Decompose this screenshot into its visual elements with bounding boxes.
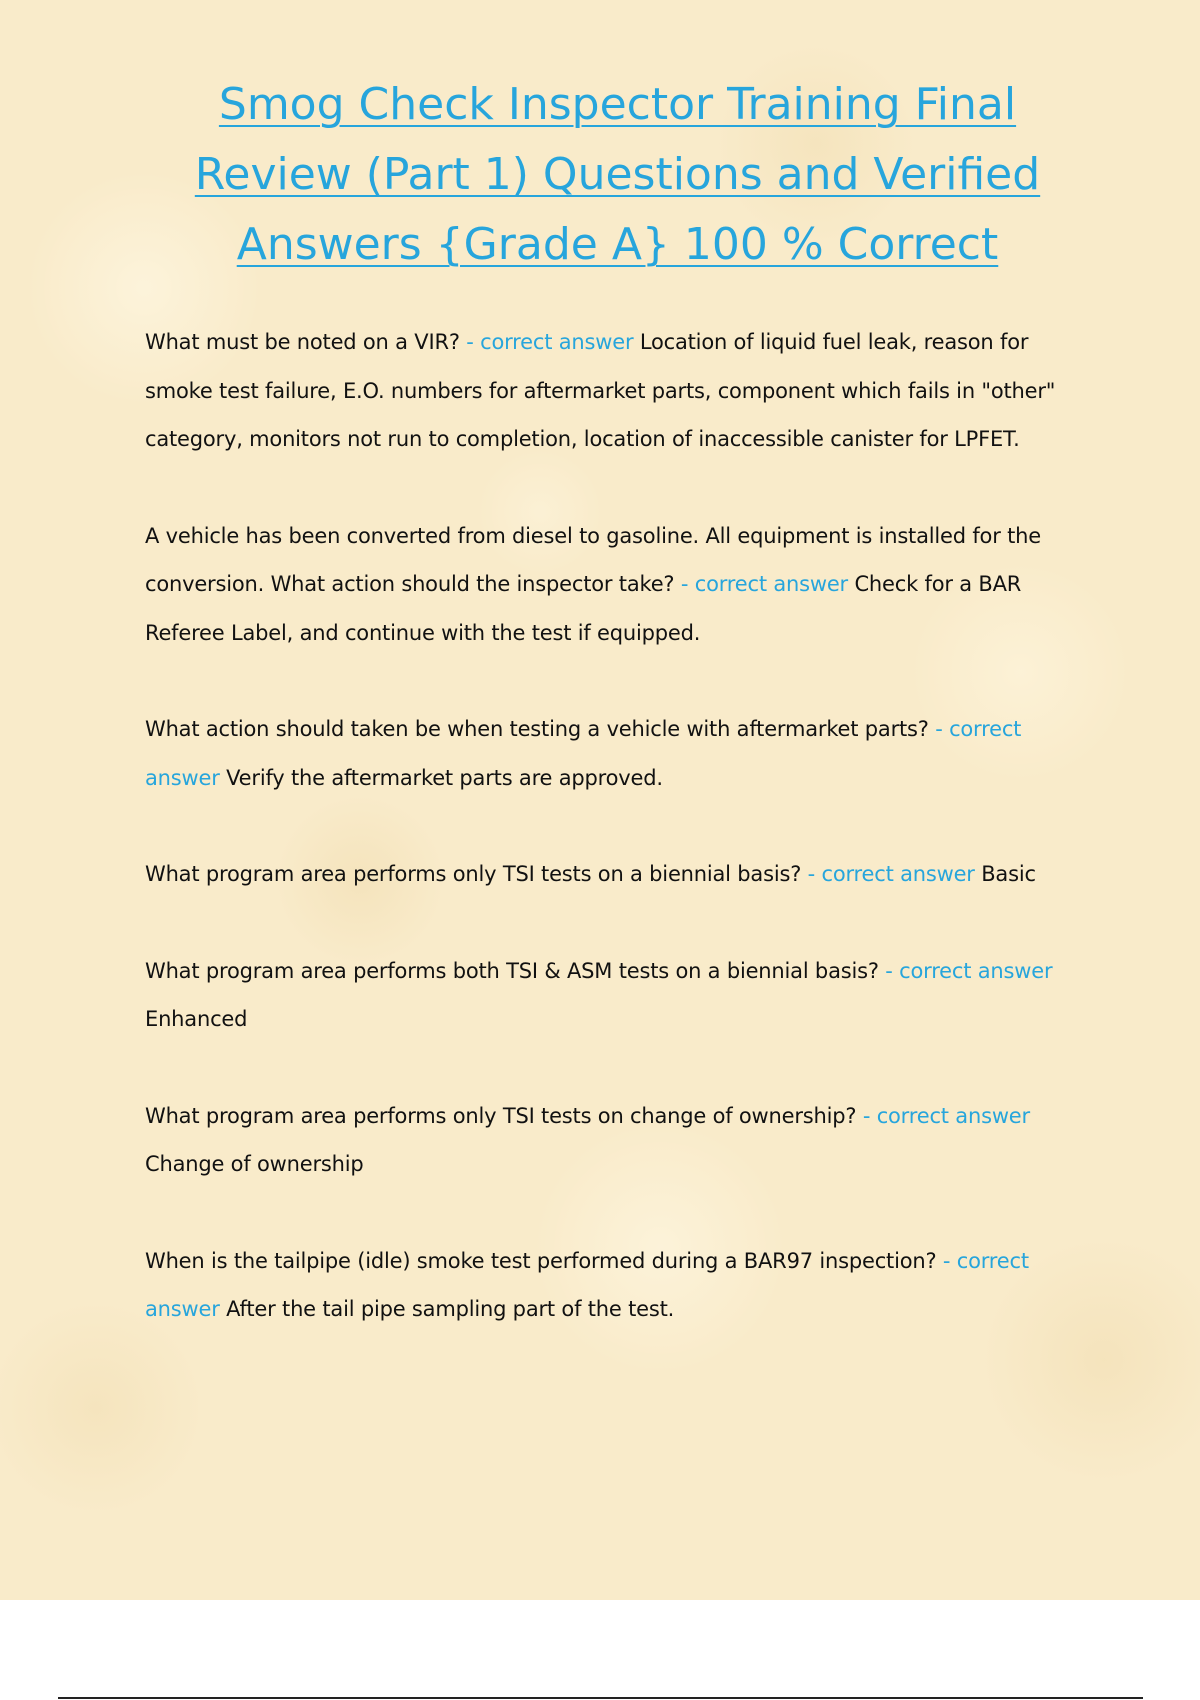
question-text: When is the tailpipe (idle) smoke test performed during a BAR97 inspection? (145, 1248, 937, 1273)
qa-item (145, 705, 1095, 802)
answer-text: Check for a BAR Referee Label, and continue with the test if equipped. (145, 572, 1022, 645)
correct-answer-marker: - correct answer (459, 330, 640, 354)
answer-text: Enhanced (145, 1007, 248, 1031)
question-text: What must be noted on a VIR? (145, 330, 460, 354)
qa-item (145, 947, 1095, 1044)
question-text: What program area performs only TSI tests on change of ownership? (145, 1103, 857, 1128)
answer-text: Change of ownership (145, 1152, 364, 1176)
correct-answer-marker: - correct answer (801, 862, 982, 886)
question-text: What program area performs both TSI & ASM tests on a biennial basis? (145, 958, 879, 983)
question-text: What action should taken be when testing a vehicle with aftermarket parts? (145, 717, 929, 741)
answer-text: Basic (981, 862, 1036, 886)
answer-text: Location of liquid fuel leak, reason for smoke test failure, E.O. numbers for aftermarket parts, component which fails in "other" category, monitors not run to completion, location of inaccessible canister for LPFET. (145, 330, 1056, 451)
question-text: A vehicle has been converted from diesel to gasoline. All equipment is installed for the conversion. What action should the inspector take? (145, 523, 1041, 596)
correct-answer-marker: - correct answer (145, 717, 1022, 790)
qa-list (145, 318, 1095, 1382)
answer-text: Verify the aftermarket parts are approved. (226, 765, 663, 790)
qa-item (145, 1092, 1095, 1189)
qa-item (145, 850, 1095, 899)
qa-item (145, 318, 1095, 464)
qa-item (145, 1237, 1095, 1334)
correct-answer-marker: - correct answer (145, 1248, 1029, 1321)
qa-item (145, 512, 1095, 658)
footer-rule (58, 1697, 1143, 1699)
answer-text: After the tail pipe sampling part of the test. (226, 1297, 675, 1321)
correct-answer-marker: - correct answer (878, 958, 1053, 983)
document-title: Smog Check Inspector Training Final Review (Part 1) Questions and Verified Answers {Grade A} 100 % Correct (194, 79, 1041, 270)
question-text: What program area performs only TSI tests on a biennial basis? (145, 862, 802, 886)
correct-answer-marker: - correct answer (856, 1103, 1030, 1128)
correct-answer-marker: - correct answer (674, 572, 855, 596)
